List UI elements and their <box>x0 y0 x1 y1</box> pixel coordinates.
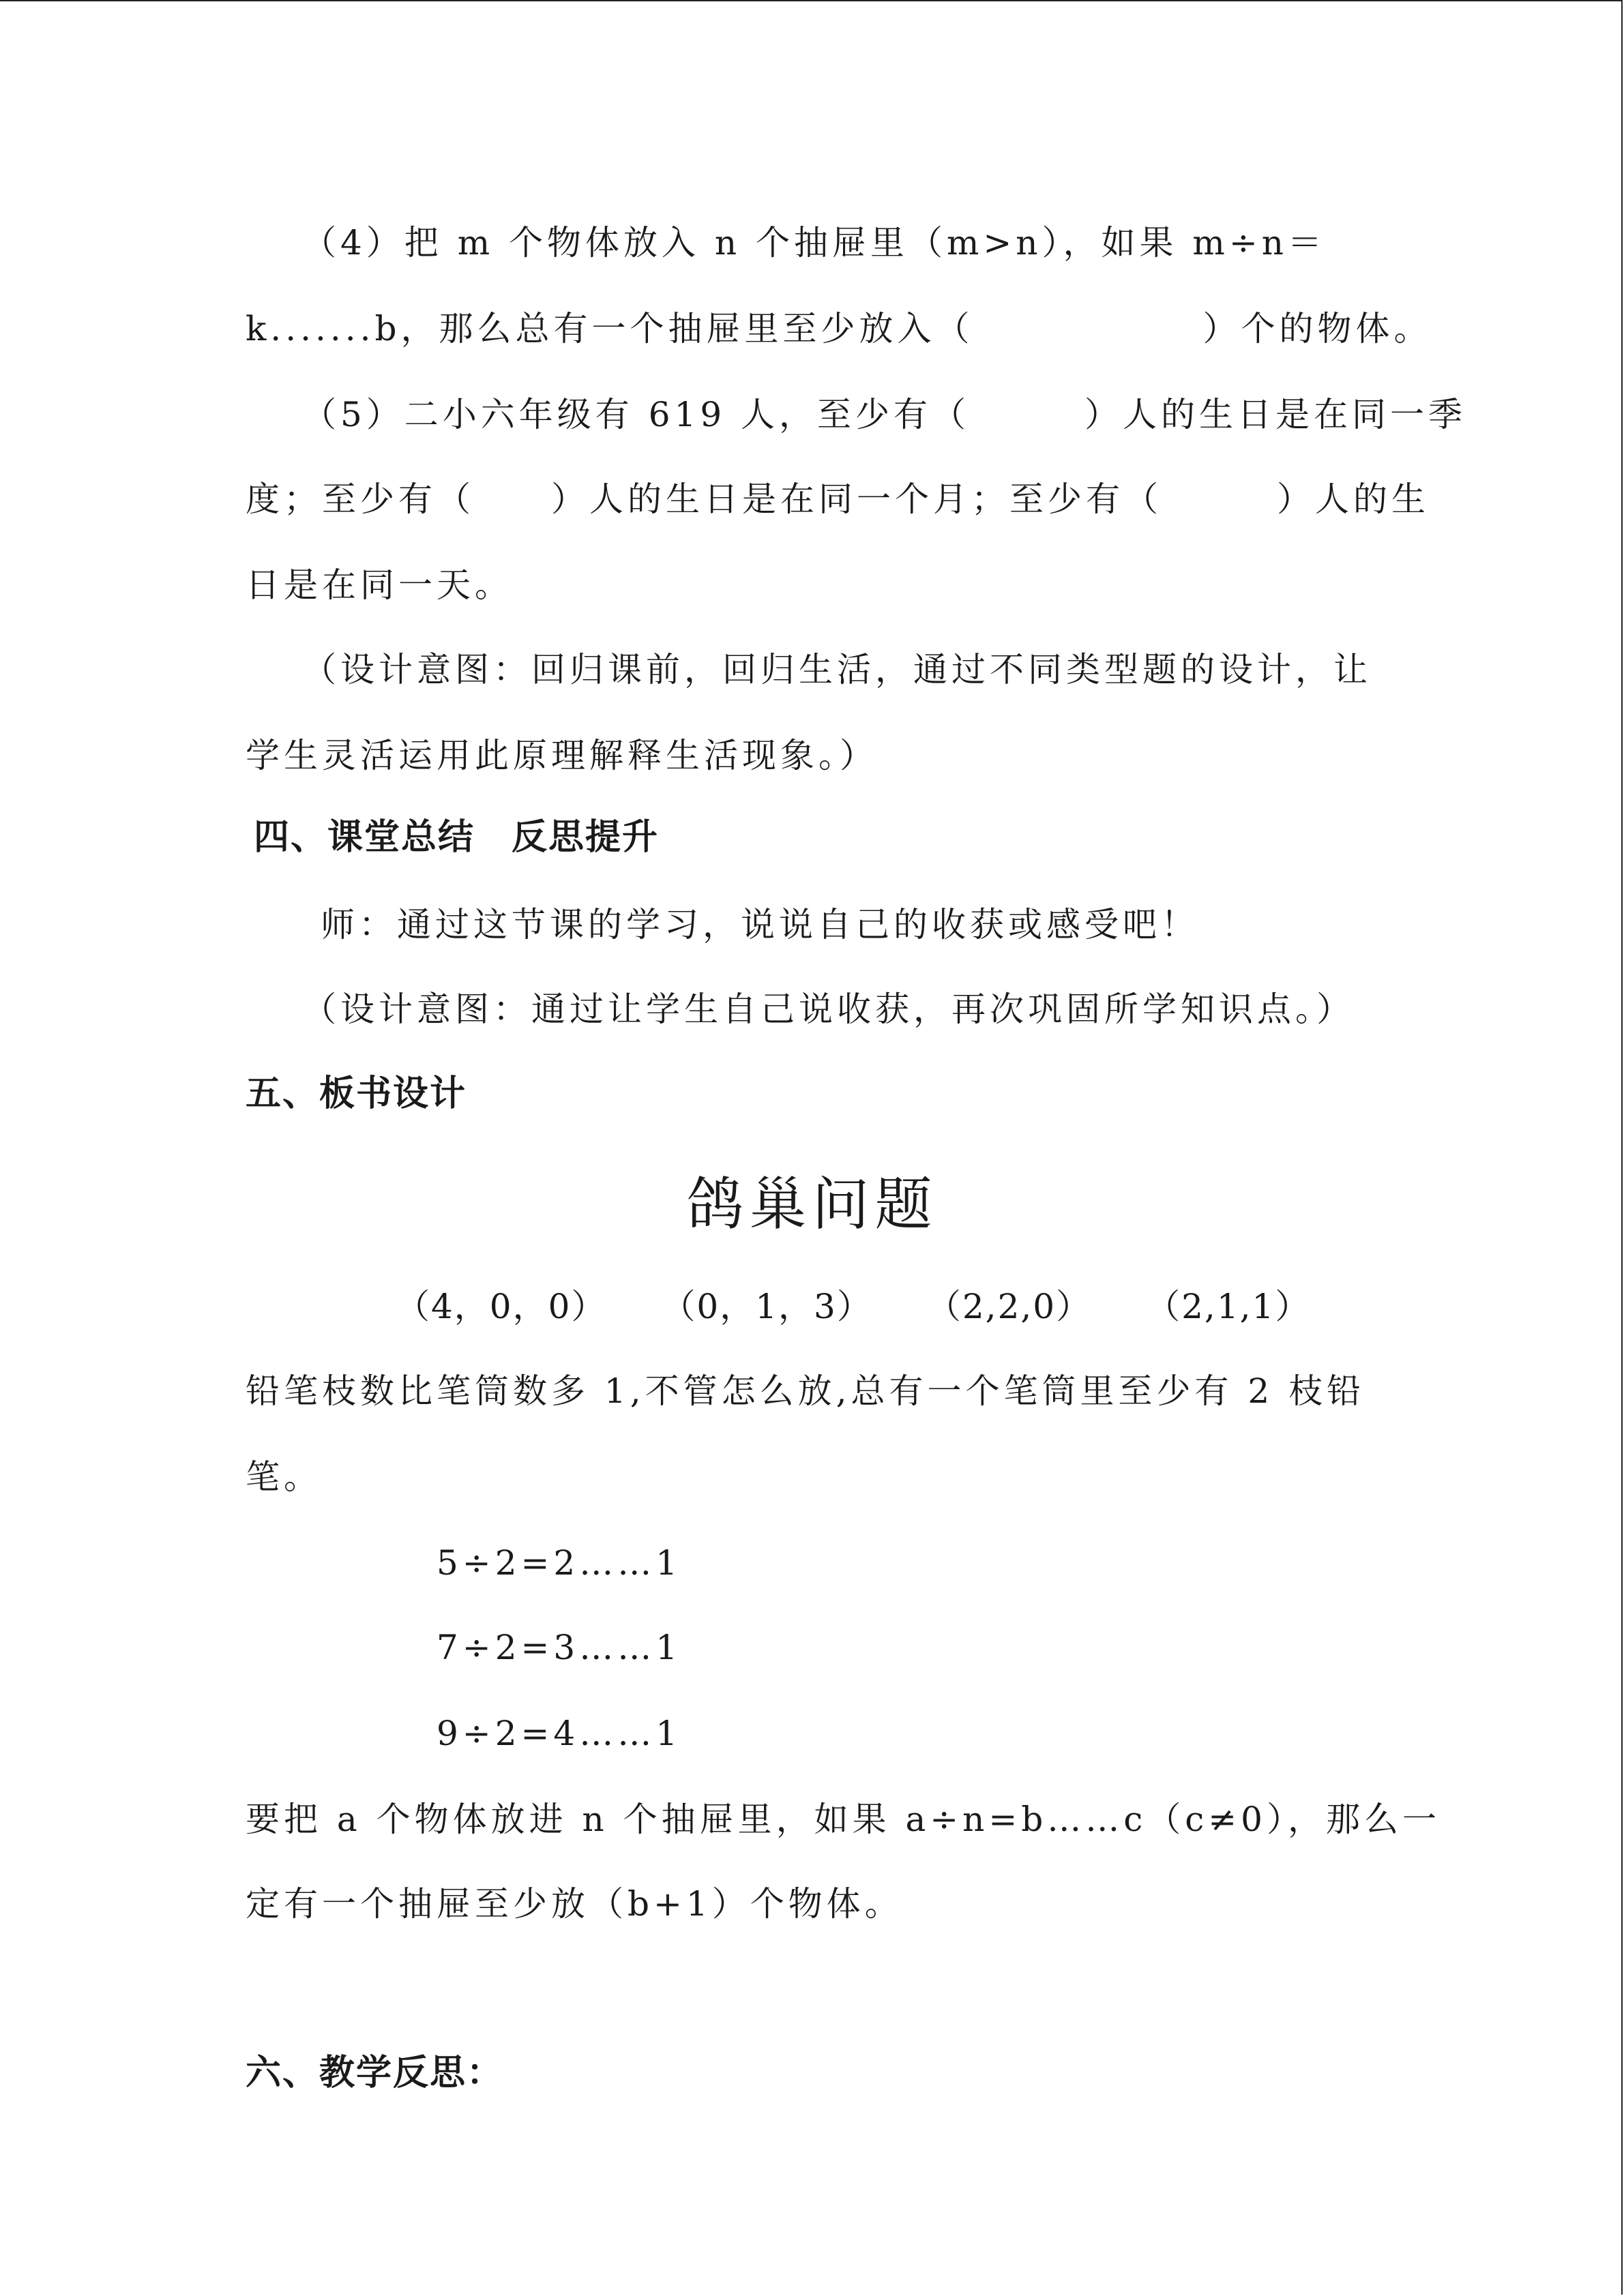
pencil-line-1: 铅笔枝数比笔筒数多 1,不管怎么放,总有一个笔筒里至少有 2 枝铅 <box>246 1371 1365 1411</box>
q4-line-2: k.......b，那么总有一个抽屉里至少放入（ ）个的物体。 <box>246 309 1432 348</box>
section-5-heading: 五、板书设计 <box>246 1073 467 1114</box>
tuple-item: （4，0，0） <box>396 1287 607 1326</box>
tuple-item: （2,1,1） <box>1146 1287 1311 1326</box>
q5-line-2: 度；至少有（ ）人的生日是在同一个月；至少有（ ）人的生 <box>246 479 1430 519</box>
design-intent-1-line-2: 学生灵活运用此原理解释生活现象。） <box>246 736 878 775</box>
rule-line-2: 定有一个抽屉至少放（b+1）个物体。 <box>246 1884 903 1924</box>
equation-1: 5÷2=2……1 <box>437 1543 682 1583</box>
section-6-heading: 六、教学反思： <box>246 2053 504 2093</box>
q4-line-1: （4）把 m 个物体放入 n 个抽屉里（m>n），如果 m÷n＝ <box>302 223 1326 263</box>
rule-line-1: 要把 a 个物体放进 n 个抽屉里，如果 a÷n=b……c（c≠0），那么一 <box>246 1800 1441 1839</box>
q5-line-1: （5）二小六年级有 619 人，至少有（ ）人的生日是在同一季 <box>302 395 1467 434</box>
pencil-line-2: 笔。 <box>246 1457 322 1497</box>
equation-2: 7÷2=3……1 <box>437 1628 682 1667</box>
tuple-item: （2,2,0） <box>926 1287 1092 1326</box>
tuple-item: （0，1，3） <box>661 1287 872 1326</box>
section-4-heading: 四、课堂总结 反思提升 <box>254 817 660 858</box>
tuple-row <box>396 1286 1365 1327</box>
q5-line-3: 日是在同一天。 <box>246 565 513 605</box>
board-title: 鸽巢问题 <box>686 1171 938 1238</box>
design-intent-2: （设计意图：通过让学生自己说收获，再次巩固所学知识点。） <box>302 989 1355 1029</box>
teacher-line: 师：通过这节课的学习，说说自己的收获或感受吧！ <box>321 905 1199 944</box>
design-intent-1-line-1: （设计意图：回归课前，回归生活，通过不同类型题的设计，让 <box>302 650 1372 689</box>
equation-3: 9÷2=4……1 <box>437 1714 682 1753</box>
